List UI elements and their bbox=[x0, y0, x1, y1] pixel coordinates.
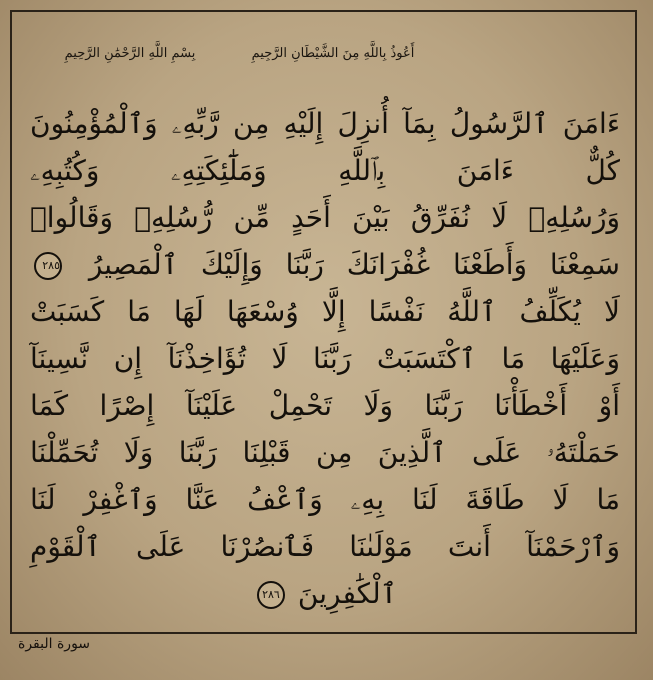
verse-line: وَعَلَيْهَا مَا ٱكْتَسَبَتْ رَبَّنَا لَا تُؤَاخِذْنَآ إِن نَّسِينَآ bbox=[30, 342, 620, 375]
verse-line: حَمَلْتَهُۥ عَلَى ٱلَّذِينَ مِن قَبْلِنَا رَبَّنَا وَلَا تُحَمِّلْنَا bbox=[30, 436, 620, 469]
verse-line: لَا يُكَلِّفُ ٱللَّهُ نَفْسًا إِلَّا وُسْعَهَا لَهَا مَا كَسَبَتْ bbox=[30, 295, 620, 328]
ayah-number-marker: ٢٨٥ bbox=[34, 252, 62, 280]
verse-line: وَٱرْحَمْنَآ أَنتَ مَوْلَىٰنَا فَٱنصُرْنَا عَلَى ٱلْقَوْمِ bbox=[30, 530, 620, 563]
verse-line-with-marker bbox=[30, 570, 620, 617]
verse-text: سَمِعْنَا وَأَطَعْنَا غُفْرَانَكَ رَبَّنَا وَإِلَيْكَ ٱلْمَصِيرُ bbox=[88, 248, 620, 281]
istiadha-text: أَعُوذُ بِاللَّهِ مِنَ الشَّيْطَانِ الرَّجِيمِ bbox=[251, 46, 415, 61]
verse-line: كُلٌّ ءَامَنَ بِٱللَّهِ وَمَلَٰٓئِكَتِهِۦ وَكُتُبِهِۦ bbox=[30, 154, 620, 187]
verse-line: ءَامَنَ ٱلرَّسُولُ بِمَآ أُنزِلَ إِلَيْهِ مِن رَّبِّهِۦ وَٱلْمُؤْمِنُونَ bbox=[30, 107, 620, 140]
basmala-text: بِسْمِ اللَّهِ الرَّحْمَٰنِ الرَّحِيمِ bbox=[64, 46, 196, 61]
verse-line: وَرُسُلِهِۦ لَا نُفَرِّقُ بَيْنَ أَحَدٍ مِّن رُّسُلِهِۦ وَقَالُوا۟ bbox=[30, 201, 620, 234]
verse-text: ٱلْكَٰفِرِينَ bbox=[297, 577, 398, 610]
verse-line: أَوْ أَخْطَأْنَا رَبَّنَا وَلَا تَحْمِلْ عَلَيْنَآ إِصْرًا كَمَا bbox=[30, 389, 620, 422]
ayah-number-marker: ٢٨٦ bbox=[257, 581, 285, 609]
surah-name-label: سورة البقرة bbox=[18, 636, 91, 652]
verses-block bbox=[30, 100, 620, 617]
verse-line-with-marker bbox=[30, 241, 620, 288]
verse-line: مَا لَا طَاقَةَ لَنَا بِهِۦ وَٱعْفُ عَنَّا وَٱغْفِرْ لَنَا bbox=[30, 483, 620, 516]
